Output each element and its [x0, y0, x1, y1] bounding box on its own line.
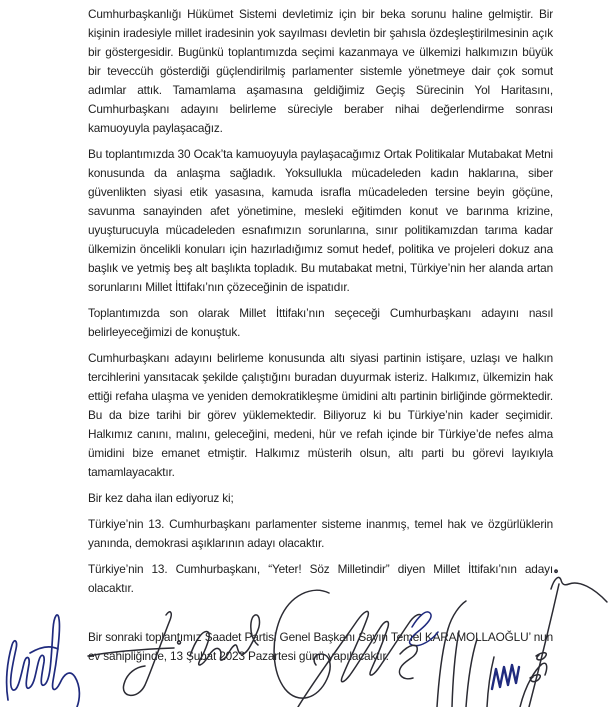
- paragraph-4: Cumhurbaşkanı adayını belirleme konusunda altı siyasi partinin istişare, uzlaşı ve halkın tercihlerini yansıtacak şekilde çalıştığını buradan duyurmak isteriz. Halkımız, ülkemizin hak ettiği refaha ulaşma ve yeniden demokratikleşme ümidini altı partinin birliğinde görmektedir. Bu da bize tarihi bir görev yüklemektedir. Biliyoruz ki bu Türkiye’nin kader seçimidir. Halkımız canını, malını, geleceğini, medeni, hür ve refah içinde bir Türkiye’de nefes alma ümidini bize emanet etmiştir. Halkımız müsterih olsun, altı parti bu görevi layıkıyla tamamlayacaktır.: [88, 351, 553, 479]
- document-body: [88, 5, 553, 673]
- paragraph-closing: Bir sonraki toplantımız Saadet Partisi Genel Başkanı Sayın Temel KARAMOLLAOĞLU’ nun ev sahipliğinde, 13 Şubat 2023 Pazartesi günü yapılacaktır.: [88, 630, 553, 663]
- paragraph-3: Toplantımızda son olarak Millet İttifakı’nın seçeceği Cumhurbaşkanı adayını nasıl belirleyeceğimizi de konuştuk.: [88, 306, 553, 339]
- paragraph-2: Bu toplantımızda 30 Ocak’ta kamuoyuyla paylaşacağımız Ortak Politikalar Mutabakat Metni konusunda da anlaşma sağladık. Yoksullukla mücadeleden kadın haklarına, siber güvenlikten siyasi etik yasasına, kamuda israfla mücadeleden tersine beyin göçüne, savunma sanayinden afet yönetimine, mesleki eğitimden konut ve barınma krizine, uyuşturucuyla mücadeleden esnafımızın sorunlarına, sınır politikamızdan tarıma kadar ülkemizin öncelikli konuları için hazırladığımız somut hedef, politika ve projeleri dokuz ana başlık ve yetmiş beş alt başlıkta topladık. Bu mutabakat metni, Türkiye’nin her alanda artan sorunlarını Millet İttifakı’nın çözeceğinin de ispatıdır.: [88, 147, 553, 294]
- paragraph-6: Türkiye’nin 13. Cumhurbaşkanı parlamenter sisteme inanmış, temel hak ve özgürlüklerin yanında, demokrasi aşıklarının adayı olacaktır.: [88, 517, 553, 550]
- signature-1-icon: [7, 615, 80, 707]
- paragraph-7: Türkiye’nin 13. Cumhurbaşkanı, “Yeter! Söz Milletindir” diyen Millet İttifakı’nın adayı olacaktır.: [88, 562, 553, 595]
- paragraph-5: Bir kez daha ilan ediyoruz ki;: [88, 491, 234, 505]
- paragraph-1: Cumhurbaşkanlığı Hükümet Sistemi devletimiz için bir beka sorunu haline gelmiştir. Bir kişinin iradesiyle millet iradesinin yok sayılması devletin bir şahısla özdeşleştirilmesinin açık bir göstergesidir. Bugünkü toplantımızda seçimi kazanmaya ve ülkemizi halkımızın büyük bir teveccüh gösterdiği güçlendirilmiş parlamenter sistemle yönetmeye dair çok somut adımlar attık. Tamamlama aşamasına geldiğimiz Geçiş Sürecinin Yol Haritasını, Cumhurbaşkanı adayını belirleme süreciyle beraber nihai değerlendirme sonrası kamuoyuyla paylaşacağız.: [88, 7, 553, 135]
